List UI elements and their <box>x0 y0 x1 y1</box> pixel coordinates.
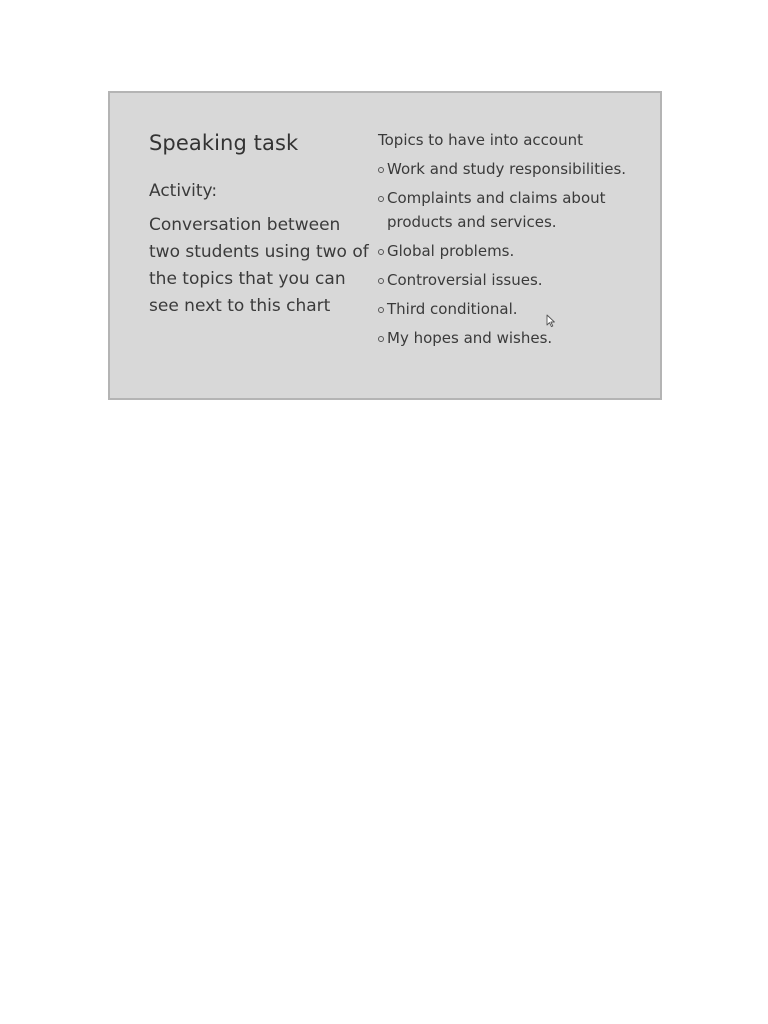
activity-label: Activity: <box>149 181 218 201</box>
topics-list <box>378 157 648 355</box>
activity-line: the topics that you can <box>149 269 346 289</box>
topics-heading: Topics to have into account <box>378 131 583 149</box>
activity-line: Conversation between <box>149 215 341 235</box>
bullet-icon <box>378 278 384 284</box>
mouse-pointer-icon <box>546 314 556 328</box>
slide-title: Speaking task <box>149 131 299 155</box>
topic-item <box>378 326 648 350</box>
slide-panel <box>108 91 662 400</box>
topic-text: Controversial issues. <box>387 271 543 289</box>
topic-item <box>378 239 648 263</box>
bullet-icon <box>378 307 384 313</box>
topic-text: Global problems. <box>387 242 515 260</box>
topic-text: Complaints and claims about <box>387 189 606 207</box>
bullet-icon <box>378 196 384 202</box>
topic-text: Third conditional. <box>387 300 518 318</box>
bullet-icon <box>378 336 384 342</box>
topic-item <box>378 186 648 234</box>
topic-item <box>378 297 648 321</box>
bullet-icon <box>378 167 384 173</box>
bullet-icon <box>378 249 384 255</box>
topic-item <box>378 268 648 292</box>
topic-text-continued: products and services. <box>387 213 557 231</box>
topic-text: Work and study responsibilities. <box>387 160 627 178</box>
topic-item <box>378 157 648 181</box>
activity-description <box>149 212 369 320</box>
activity-line: see next to this chart <box>149 296 331 316</box>
activity-line: two students using two of <box>149 242 369 262</box>
topic-text: My hopes and wishes. <box>387 329 553 347</box>
